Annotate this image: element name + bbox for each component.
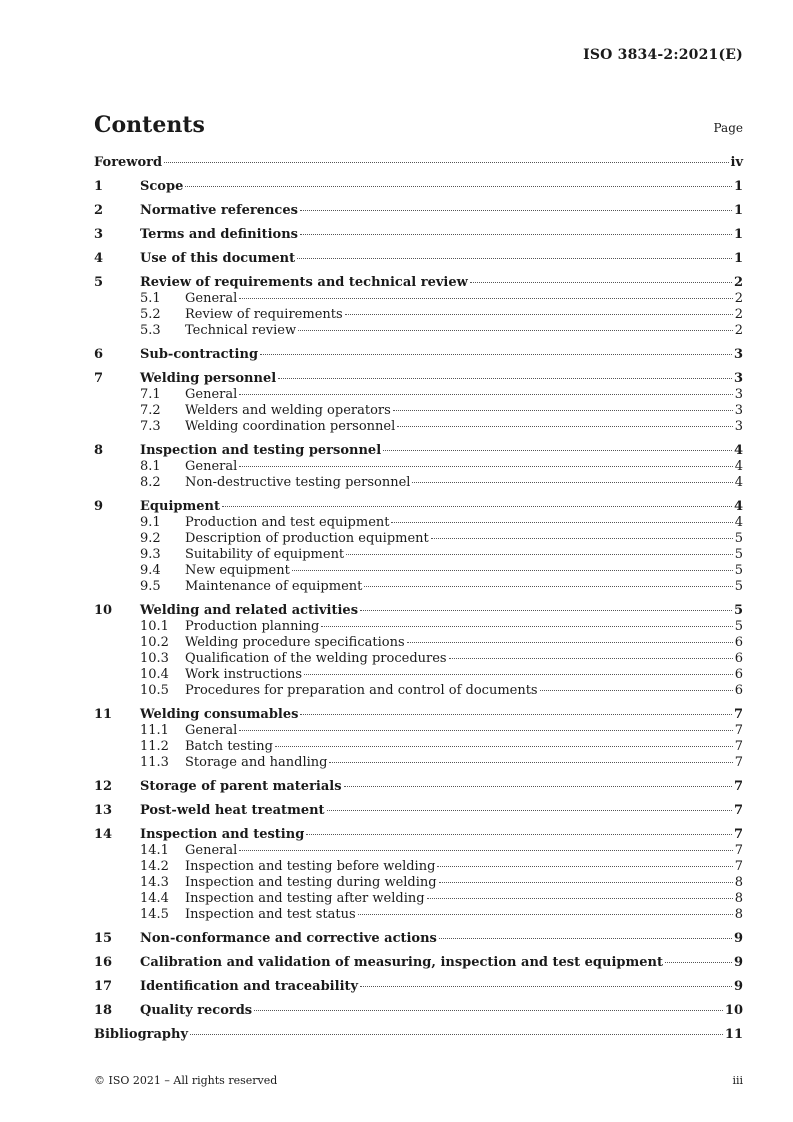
toc-entry-page: 5 xyxy=(733,603,743,618)
toc-entry-title: General xyxy=(185,291,238,306)
toc-entry[interactable] xyxy=(94,155,743,171)
toc-entry-number: 16 xyxy=(94,955,113,970)
dot-leader xyxy=(239,298,732,299)
toc-entry[interactable] xyxy=(94,603,743,619)
toc-entry[interactable] xyxy=(94,955,743,971)
toc-entry-title: Welding and related activities xyxy=(140,603,359,618)
toc-entry-number: 8.1 xyxy=(140,459,161,474)
toc-entry-number: 5.2 xyxy=(140,307,161,322)
toc-entry-page: 7 xyxy=(734,843,743,858)
page-title: Contents xyxy=(94,112,205,138)
toc-entry-number: 9.5 xyxy=(140,579,161,594)
toc-entry-number: 14.4 xyxy=(140,891,169,906)
dot-leader xyxy=(185,186,732,187)
toc-entry[interactable] xyxy=(94,779,743,795)
toc-entry-number: 14.3 xyxy=(140,875,169,890)
toc-entry-page: iv xyxy=(730,155,743,170)
toc-entry[interactable] xyxy=(94,651,743,667)
toc-entry-number: 9.4 xyxy=(140,563,161,578)
toc-entry-page: 1 xyxy=(733,179,743,194)
toc-entry-number: 10.1 xyxy=(140,619,169,634)
dot-leader xyxy=(300,234,732,235)
toc-entry-page: 5 xyxy=(734,531,743,546)
dot-leader xyxy=(412,482,732,483)
toc-entry[interactable] xyxy=(94,371,743,387)
toc-entry-page: 11 xyxy=(724,1027,743,1042)
toc-entry-title: Scope xyxy=(140,179,184,194)
dot-leader xyxy=(306,834,732,835)
toc-entry[interactable] xyxy=(94,859,743,875)
toc-entry-title: Review of requirements xyxy=(185,307,343,322)
dot-leader xyxy=(190,1034,723,1035)
dot-leader xyxy=(300,210,732,211)
toc-entry[interactable] xyxy=(94,563,743,579)
toc-entry-page: 2 xyxy=(734,291,743,306)
toc-entry-number: 4 xyxy=(94,251,104,266)
dot-leader xyxy=(222,506,732,507)
toc-entry[interactable] xyxy=(94,499,743,515)
toc-entry-title: Review of requirements and technical review xyxy=(140,275,468,290)
toc-entry-number: 10.5 xyxy=(140,683,169,698)
toc-entry-title: Inspection and testing during welding xyxy=(185,875,437,890)
toc-entry-number: 2 xyxy=(94,203,104,218)
toc-entry[interactable] xyxy=(94,875,743,891)
toc-entry-page: 3 xyxy=(734,403,743,418)
toc-entry-title: Foreword xyxy=(94,155,163,170)
toc-entry-title: Non-conformance and corrective actions xyxy=(140,931,437,946)
toc-entry-number: 5 xyxy=(94,275,104,290)
dot-leader xyxy=(449,658,733,659)
dot-leader xyxy=(470,282,732,283)
dot-leader xyxy=(431,538,733,539)
toc-entry-page: 5 xyxy=(734,579,743,594)
page-number: iii xyxy=(732,1074,743,1087)
toc-entry-title: Welding coordination personnel xyxy=(185,419,396,434)
toc-entry-page: 2 xyxy=(734,307,743,322)
toc-entry-title: Non-destructive testing personnel xyxy=(185,475,411,490)
toc-entry-title: Description of production equipment xyxy=(185,531,429,546)
toc-entry-page: 7 xyxy=(733,803,743,818)
dot-leader xyxy=(344,786,732,787)
toc-entry-page: 1 xyxy=(733,227,743,242)
dot-leader xyxy=(321,626,732,627)
toc-entry-page: 1 xyxy=(733,203,743,218)
toc-entry-number: 6 xyxy=(94,347,104,362)
toc-entry-page: 2 xyxy=(734,323,743,338)
toc-entry-page: 3 xyxy=(733,371,743,386)
toc-entry-number: 1 xyxy=(94,179,104,194)
toc-entry-title: Welding personnel xyxy=(140,371,277,386)
toc-entry[interactable] xyxy=(94,443,743,459)
toc-entry[interactable] xyxy=(94,755,743,771)
dot-leader xyxy=(360,610,732,611)
toc-entry-page: 6 xyxy=(734,683,743,698)
dot-leader xyxy=(345,314,733,315)
toc-entry-page: 6 xyxy=(734,667,743,682)
dot-leader xyxy=(364,586,732,587)
dot-leader xyxy=(278,378,732,379)
toc-entry-number: 15 xyxy=(94,931,113,946)
toc-entry[interactable] xyxy=(94,291,743,307)
table-of-contents xyxy=(94,155,743,1043)
toc-entry-title: Qualification of the welding procedures xyxy=(185,651,447,666)
toc-entry[interactable] xyxy=(94,635,743,651)
toc-entry-title: Use of this document xyxy=(140,251,296,266)
toc-entry-title: Maintenance of equipment xyxy=(185,579,363,594)
dot-leader xyxy=(437,866,732,867)
toc-entry-page: 5 xyxy=(734,547,743,562)
dot-leader xyxy=(239,466,732,467)
toc-entry-title: Inspection and testing xyxy=(140,827,305,842)
dot-leader xyxy=(327,810,732,811)
toc-entry-title: Production planning xyxy=(185,619,320,634)
dot-leader xyxy=(275,746,733,747)
toc-entry-number: 12 xyxy=(94,779,113,794)
toc-entry-number: 13 xyxy=(94,803,113,818)
toc-entry-page: 8 xyxy=(734,907,743,922)
toc-entry-title: Inspection and testing after welding xyxy=(185,891,425,906)
toc-entry[interactable] xyxy=(94,307,743,323)
toc-entry[interactable] xyxy=(94,707,743,723)
toc-entry[interactable] xyxy=(94,515,743,531)
toc-entry-number: 8 xyxy=(94,443,104,458)
toc-entry-title: Inspection and testing personnel xyxy=(140,443,382,458)
toc-entry[interactable] xyxy=(94,979,743,995)
toc-entry-title: Post-weld heat treatment xyxy=(140,803,325,818)
toc-entry-title: Equipment xyxy=(140,499,220,514)
toc-entry-title: General xyxy=(185,843,238,858)
toc-entry-title: Welding consumables xyxy=(140,707,299,722)
toc-entry-page: 7 xyxy=(734,723,743,738)
dot-leader xyxy=(540,690,733,691)
toc-entry-title: Storage of parent materials xyxy=(140,779,342,794)
toc-entry[interactable] xyxy=(94,803,743,819)
toc-entry-title: Batch testing xyxy=(185,739,273,754)
toc-entry-number: 7.1 xyxy=(140,387,161,402)
toc-entry[interactable] xyxy=(94,827,743,843)
toc-entry-page: 4 xyxy=(734,459,743,474)
dot-leader xyxy=(391,522,732,523)
toc-entry-number: 14.2 xyxy=(140,859,169,874)
toc-entry-page: 4 xyxy=(734,515,743,530)
toc-entry-title: Procedures for preparation and control of documents xyxy=(185,683,538,698)
toc-entry-page: 2 xyxy=(733,275,743,290)
toc-entry-page: 4 xyxy=(733,443,743,458)
toc-entry-number: 18 xyxy=(94,1003,113,1018)
toc-entry-page: 4 xyxy=(734,475,743,490)
toc-entry-page: 6 xyxy=(734,635,743,650)
dot-leader xyxy=(360,986,732,987)
toc-entry[interactable] xyxy=(94,667,743,683)
toc-entry-page: 5 xyxy=(734,563,743,578)
toc-entry-page: 7 xyxy=(733,827,743,842)
contents-header xyxy=(94,112,743,138)
toc-entry-number: 11.1 xyxy=(140,723,169,738)
toc-entry-number: 14.5 xyxy=(140,907,169,922)
dot-leader xyxy=(439,882,733,883)
toc-entry-page: 7 xyxy=(734,859,743,874)
dot-leader xyxy=(383,450,732,451)
toc-entry[interactable] xyxy=(94,275,743,291)
toc-entry-number: 9.2 xyxy=(140,531,161,546)
toc-entry-title: General xyxy=(185,723,238,738)
toc-entry-title: General xyxy=(185,387,238,402)
toc-entry[interactable] xyxy=(94,387,743,403)
page-footer xyxy=(94,1074,743,1087)
toc-entry[interactable] xyxy=(94,475,743,491)
dot-leader xyxy=(346,554,733,555)
toc-entry-page: 8 xyxy=(734,875,743,890)
dot-leader xyxy=(260,354,732,355)
dot-leader xyxy=(329,762,732,763)
copyright-notice: © ISO 2021 – All rights reserved xyxy=(94,1074,278,1087)
toc-entry-page: 6 xyxy=(734,651,743,666)
dot-leader xyxy=(393,410,733,411)
toc-entry-page: 9 xyxy=(733,955,743,970)
dot-leader xyxy=(292,570,733,571)
toc-entry-number: 9 xyxy=(94,499,104,514)
toc-entry-number: 10.4 xyxy=(140,667,169,682)
toc-entry[interactable] xyxy=(94,683,743,699)
toc-entry-title: Bibliography xyxy=(94,1027,189,1042)
toc-entry-number: 5.1 xyxy=(140,291,161,306)
dot-leader xyxy=(665,962,732,963)
toc-entry[interactable] xyxy=(94,723,743,739)
toc-entry-number: 10.2 xyxy=(140,635,169,650)
toc-entry-number: 10.3 xyxy=(140,651,169,666)
toc-entry-number: 7.2 xyxy=(140,403,161,418)
toc-entry-number: 9.1 xyxy=(140,515,161,530)
dot-leader xyxy=(427,898,733,899)
toc-entry-title: Welding procedure specifications xyxy=(185,635,405,650)
toc-entry-page: 7 xyxy=(733,707,743,722)
toc-entry[interactable] xyxy=(94,1003,743,1019)
toc-entry[interactable] xyxy=(94,547,743,563)
toc-entry-title: New equipment xyxy=(185,563,290,578)
dot-leader xyxy=(300,714,732,715)
dot-leader xyxy=(304,674,733,675)
toc-entry-page: 3 xyxy=(734,387,743,402)
dot-leader xyxy=(239,850,732,851)
toc-entry[interactable] xyxy=(94,619,743,635)
toc-entry-page: 9 xyxy=(733,931,743,946)
toc-entry-page: 8 xyxy=(734,891,743,906)
toc-entry-number: 5.3 xyxy=(140,323,161,338)
dot-leader xyxy=(239,730,732,731)
toc-entry[interactable] xyxy=(94,907,743,923)
toc-entry[interactable] xyxy=(94,203,743,219)
toc-entry[interactable] xyxy=(94,227,743,243)
toc-entry-title: Terms and definitions xyxy=(140,227,298,242)
toc-entry-page: 7 xyxy=(734,755,743,770)
toc-entry[interactable] xyxy=(94,251,743,267)
toc-entry[interactable] xyxy=(94,931,743,947)
toc-entry-title: Calibration and validation of measuring, inspection and test equipment xyxy=(140,955,663,970)
toc-entry-page: 3 xyxy=(733,347,743,362)
toc-entry-number: 17 xyxy=(94,979,113,994)
toc-entry-number: 11.2 xyxy=(140,739,169,754)
toc-entry-number: 7.3 xyxy=(140,419,161,434)
toc-entry[interactable] xyxy=(94,419,743,435)
toc-entry-title: Inspection and testing before welding xyxy=(185,859,436,874)
dot-leader xyxy=(358,914,733,915)
toc-entry[interactable] xyxy=(94,403,743,419)
toc-entry[interactable] xyxy=(94,323,743,339)
toc-entry-number: 11 xyxy=(94,707,113,722)
toc-entry-number: 9.3 xyxy=(140,547,161,562)
toc-entry-title: Suitability of equipment xyxy=(185,547,345,562)
dot-leader xyxy=(297,258,732,259)
toc-entry[interactable] xyxy=(94,579,743,595)
page-column-label: Page xyxy=(713,121,743,135)
toc-entry-title: Work instructions xyxy=(185,667,303,682)
toc-entry[interactable] xyxy=(94,843,743,859)
toc-entry-page: 10 xyxy=(724,1003,743,1018)
toc-entry-number: 10 xyxy=(94,603,113,618)
dot-leader xyxy=(298,330,733,331)
toc-entry-page: 3 xyxy=(734,419,743,434)
toc-entry-title: Inspection and test status xyxy=(185,907,356,922)
toc-entry-title: Storage and handling xyxy=(185,755,328,770)
toc-entry[interactable] xyxy=(94,891,743,907)
toc-entry[interactable] xyxy=(94,347,743,363)
dot-leader xyxy=(254,1010,723,1011)
dot-leader xyxy=(407,642,733,643)
toc-entry-page: 5 xyxy=(734,619,743,634)
toc-entry-number: 8.2 xyxy=(140,475,161,490)
toc-entry-page: 1 xyxy=(733,251,743,266)
toc-entry-title: Quality records xyxy=(140,1003,253,1018)
toc-entry-title: Sub-contracting xyxy=(140,347,259,362)
toc-entry-number: 3 xyxy=(94,227,104,242)
toc-entry-title: Welders and welding operators xyxy=(185,403,391,418)
dot-leader xyxy=(439,938,732,939)
toc-entry[interactable] xyxy=(94,739,743,755)
dot-leader xyxy=(164,162,728,163)
toc-entry-page: 7 xyxy=(733,779,743,794)
toc-entry-title: Normative references xyxy=(140,203,298,218)
dot-leader xyxy=(239,394,732,395)
dot-leader xyxy=(397,426,732,427)
toc-entry-number: 11.3 xyxy=(140,755,169,770)
document-id: ISO 3834-2:2021(E) xyxy=(583,47,743,63)
toc-entry[interactable] xyxy=(94,1027,743,1043)
toc-entry-title: Identification and traceability xyxy=(140,979,359,994)
toc-entry[interactable] xyxy=(94,459,743,475)
toc-entry-number: 7 xyxy=(94,371,104,386)
toc-entry[interactable] xyxy=(94,531,743,547)
toc-entry-page: 7 xyxy=(734,739,743,754)
toc-entry-title: Production and test equipment xyxy=(185,515,390,530)
toc-entry[interactable] xyxy=(94,179,743,195)
toc-entry-title: General xyxy=(185,459,238,474)
toc-entry-title: Technical review xyxy=(185,323,297,338)
toc-entry-page: 4 xyxy=(733,499,743,514)
toc-entry-number: 14 xyxy=(94,827,113,842)
toc-entry-number: 14.1 xyxy=(140,843,169,858)
toc-entry-page: 9 xyxy=(733,979,743,994)
